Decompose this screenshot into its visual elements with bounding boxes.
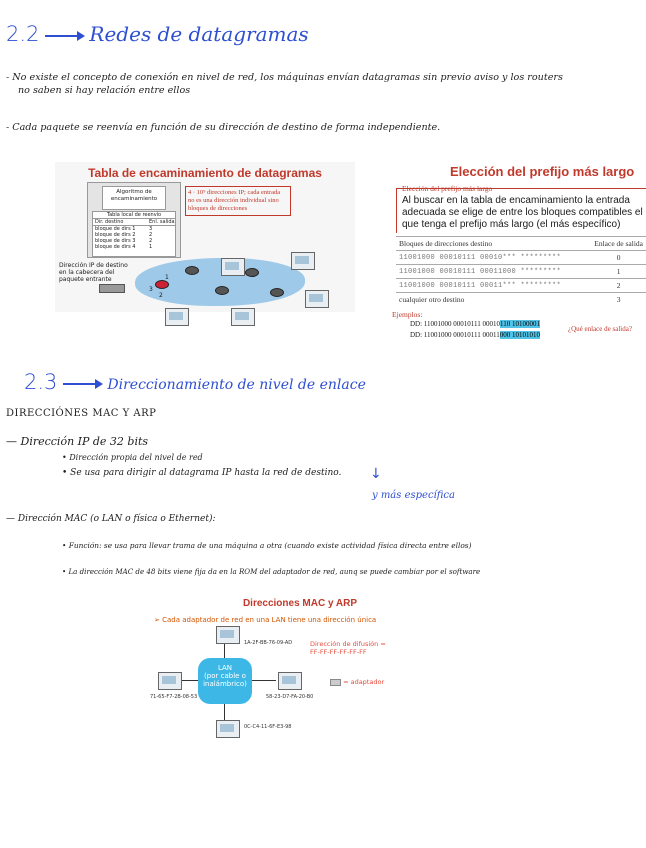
- lan-label-1: LAN: [217, 664, 233, 672]
- router-icon: [155, 280, 169, 289]
- broadcast-line-1: Dirección de difusión =: [310, 640, 386, 648]
- link-line: [252, 680, 276, 681]
- slide-mac-title: Direcciones MAC y ARP: [242, 598, 358, 609]
- prefix-link: 3: [591, 293, 646, 307]
- row-link: 1: [149, 244, 153, 250]
- bullet-no-connection: - No existe el concepto de conexión en nivel de red, los máquinas envían datagramas sin previo aviso y los routers: [6, 72, 563, 83]
- col-dest: Dir. destino: [95, 219, 124, 225]
- prefix-table-row: [396, 265, 646, 279]
- prefix-link: 0: [591, 251, 646, 265]
- row-link: 2: [149, 238, 153, 244]
- section-23-heading: [24, 370, 366, 394]
- lan-cloud: [198, 658, 252, 704]
- example-1-highlight: 110 10100001: [500, 320, 541, 328]
- computer-icon: [291, 252, 315, 270]
- example-1-prefix: DD: 11001000 00010111 00010: [410, 320, 501, 328]
- bullet-independent: - Cada paquete se reenvía en función de su dirección de destino de forma independiente.: [6, 122, 441, 133]
- slide-routing-title: Tabla de encaminamiento de datagramas: [88, 166, 322, 180]
- bullet-no-connection-cont: no saben si hay relación entre ellos: [18, 85, 191, 96]
- adapter-icon: [330, 679, 341, 686]
- prefix-table-header: [396, 237, 646, 251]
- computer-icon: [158, 672, 182, 690]
- prefix-link: 1: [591, 265, 646, 279]
- prefix-block: 11001000 00010111 00010*** *********: [396, 251, 591, 265]
- col-link: Enl. salida: [149, 219, 175, 225]
- section-23-number: 2.3: [24, 370, 58, 394]
- link-line: [224, 642, 225, 658]
- ip-bullet-2: • Se usa para dirigir al datagrama IP hasta la red de destino.: [62, 468, 342, 478]
- adapter-legend: [330, 678, 384, 686]
- example-2-highlight: 000 10101010: [499, 331, 541, 339]
- adapter-legend-text: = adaptador: [343, 678, 385, 686]
- slide-longest-prefix: [392, 162, 646, 340]
- forwarding-table-title: Tabla local de reenvío: [93, 212, 175, 219]
- computer-icon: [278, 672, 302, 690]
- link-label-2: 2: [159, 292, 163, 299]
- computer-icon: [165, 308, 189, 326]
- row-dest: bloque de dirs 1: [95, 226, 136, 232]
- lan-label-2: (por cable o: [204, 672, 246, 680]
- section-22-heading: [6, 22, 309, 46]
- forwarding-table: [92, 211, 176, 257]
- mac-heading: — Dirección MAC (o LAN o física o Ethernet):: [6, 514, 216, 524]
- down-arrow-icon: ↓: [370, 466, 382, 482]
- computer-icon: [305, 290, 329, 308]
- bullet-arrow-icon: ➢: [154, 616, 163, 624]
- section-22-title: Redes de datagramas: [89, 22, 309, 46]
- router-icon: [245, 268, 259, 277]
- router-icon: [185, 266, 199, 275]
- row-dest: bloque de dirs 2: [95, 232, 136, 238]
- example-2: [410, 331, 540, 339]
- slide-mac-arp: [150, 598, 450, 758]
- router-icon: [215, 286, 229, 295]
- forwarding-table-header: [93, 219, 175, 226]
- prefix-block: 11001000 00010111 00011*** *********: [396, 279, 591, 293]
- link-label-3: 3: [149, 286, 153, 293]
- row-link: 3: [149, 226, 153, 232]
- prefix-table-row: [396, 279, 646, 293]
- row-dest: bloque de dirs 3: [95, 238, 136, 244]
- arrow-right-icon: [45, 35, 83, 37]
- prefix-block: 11001000 00010111 00011000 *********: [396, 265, 591, 279]
- mac-address-right: 58-23-D7-FA-20-B0: [266, 694, 314, 700]
- section-23-title: Direccionamiento de nivel de enlace: [107, 377, 366, 393]
- mac-bullet-1: • Función: se usa para llevar trama de una máquina a otra (cuando existe actividad física directa entre ellos): [62, 541, 472, 550]
- mac-address-top: 1A-2F-BB-76-09-AD: [244, 640, 293, 646]
- col-outlink: Enlace de salida: [591, 237, 646, 251]
- algorithm-box: Algoritmo de encaminamiento: [102, 186, 166, 210]
- slide-mac-bullet-text: Cada adaptador de red en una LAN tiene una dirección única: [162, 616, 377, 624]
- lan-label-3: inalámbrico): [203, 680, 247, 688]
- prefix-link: 2: [591, 279, 646, 293]
- computer-icon: [216, 626, 240, 644]
- slide-routing-table: [55, 162, 355, 312]
- mac-address-bottom: 0C-C4-11-6F-E3-98: [244, 724, 292, 730]
- broadcast-note: [310, 640, 386, 656]
- forwarding-table-row: [93, 244, 175, 250]
- mac-bullet-2: • La dirección MAC de 48 bits viene fija da en la ROM del adaptador de red, aunq se puede cambiar por el software: [62, 567, 481, 576]
- prefix-box-caption: Elección del prefijo más largo: [402, 184, 493, 193]
- subtitle-mac-arp: DIRECCIÓNES MAC Y ARP: [6, 408, 157, 419]
- forwarding-table-rows: [93, 226, 175, 250]
- prefix-table: [396, 236, 646, 306]
- packet-icon: [99, 284, 125, 293]
- prefix-box-text: Al buscar en la tabla de encaminamiento la entrada adecuada se elige de entre los bloques compatibles el que tenga el prefijo más largo (el más específico): [402, 195, 643, 230]
- computer-icon: [221, 258, 245, 276]
- ip-heading: — Dirección IP de 32 bits: [6, 435, 149, 448]
- question-text: ¿Qué enlace de salida?: [568, 325, 632, 333]
- router-box: [87, 182, 181, 258]
- broadcast-line-2: FF-FF-FF-FF-FF-FF: [310, 648, 367, 656]
- section-22-number: 2.2: [6, 22, 40, 46]
- prefix-table-rows: [396, 251, 646, 307]
- row-dest: bloque de dirs 4: [95, 244, 136, 250]
- example-1: [410, 320, 540, 328]
- arrow-right-icon: [63, 383, 101, 385]
- prefix-table-row: [396, 251, 646, 265]
- header-label: Dirección IP de destino en la cabecera del paquete entrante: [59, 262, 128, 283]
- link-label-1: 1: [165, 274, 169, 281]
- col-block: Bloques de direcciones destino: [396, 237, 591, 251]
- computer-icon: [231, 308, 255, 326]
- example-2-prefix: DD: 11001000 00010111 00011: [410, 331, 500, 339]
- link-line: [224, 704, 225, 720]
- mac-address-left: 71-65-F7-2B-08-53: [150, 694, 198, 700]
- router-icon: [270, 288, 284, 297]
- computer-icon: [216, 720, 240, 738]
- more-specific-note: y más específica: [372, 490, 455, 501]
- note-box: 4 · 10⁹ direcciones IP; cada entrada no es una dirección individual sino bloques de direcciones: [185, 186, 291, 216]
- ip-bullet-1: • Dirección propia del nivel de red: [62, 453, 203, 462]
- examples-label: Ejemplos:: [392, 310, 423, 319]
- slide-prefix-title: Elección del prefijo más largo: [450, 164, 635, 179]
- slide-mac-bullet: [154, 616, 376, 624]
- prefix-block: cualquier otro destino: [396, 293, 591, 307]
- prefix-table-row: [396, 293, 646, 307]
- row-link: 2: [149, 232, 153, 238]
